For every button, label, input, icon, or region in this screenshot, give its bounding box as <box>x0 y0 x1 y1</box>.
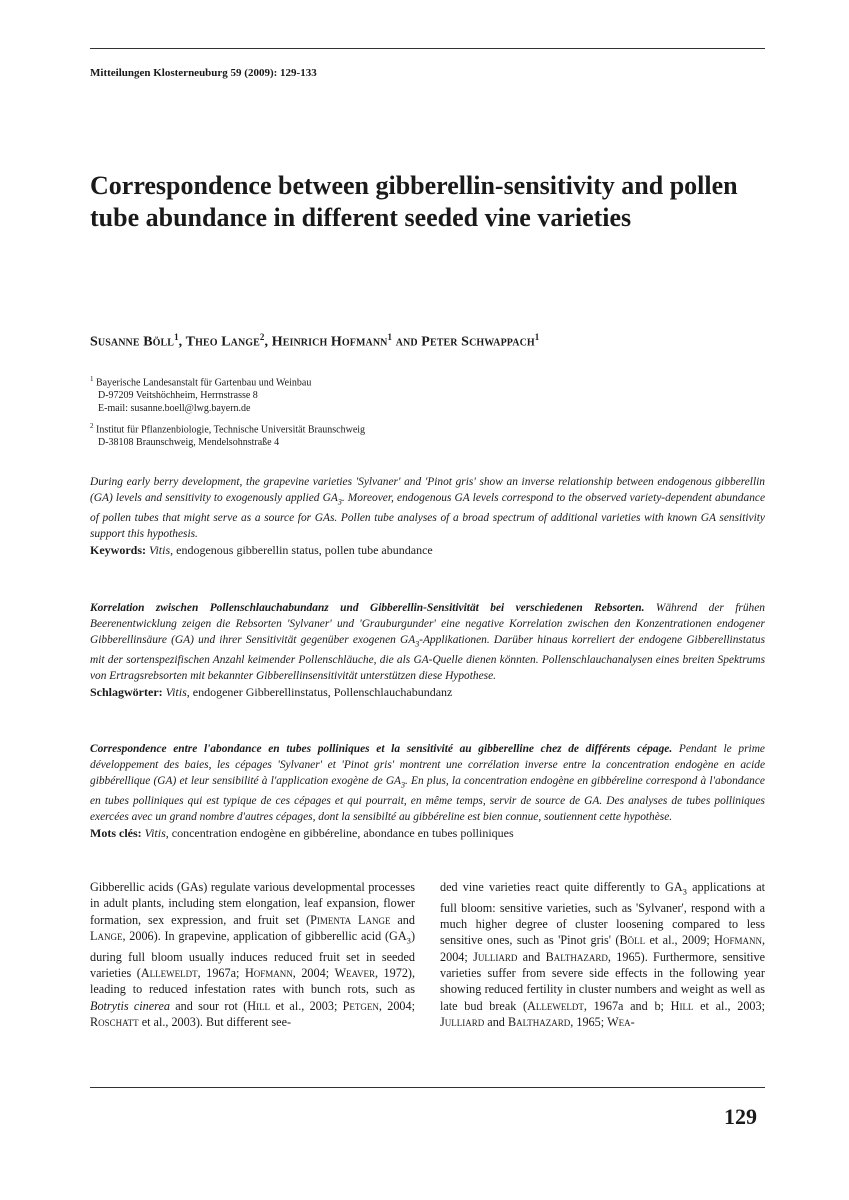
author-affil-marker: 1 <box>534 332 540 342</box>
author-name: Heinrich Hofmann <box>271 334 388 350</box>
citation-author: Balthazard <box>507 1014 571 1029</box>
citation-author: Julliard <box>440 1014 485 1029</box>
affiliation-line: $^1$ Bayerische Landesanstalt für Gartenbau und Weinbau <box>90 375 312 389</box>
citation-author: Böll <box>619 933 646 948</box>
citation-author: Alleweldt <box>140 965 198 980</box>
affiliation-2 <box>90 420 365 449</box>
affiliation-marker: 2 <box>90 422 94 430</box>
page-number: 129 <box>724 1104 757 1129</box>
citation-author: Roschatt <box>90 1014 139 1029</box>
body-column-left: Gibberellic acids (GAs) regulate various developmental processes in adult plants, including stem elongation, leaf expansion, flower formation, sex expression, and fruit set (Pimenta Lange and Lange, 2006). In grapevine, application of gibberellic acid $(GA_3)$ during full bloom usually induces reduced fruit set in seeded varieties (Alleweldt, 1967a; Hofmann, 2004; Weaver, 1972), leading to reduced infestation rates with bunch rots, such as Botrytis cinerea and sour rot (Hill et al., 2003; Petgen, 2004; Roschatt et al., 2003). But different see- <box>90 880 416 1029</box>
citation-author: Wea- <box>607 1014 635 1029</box>
bottom-rule <box>90 1087 765 1088</box>
body-column-right: ded vine varieties react quite differently to $GA_3$ applications at full bloom: sensitive varieties, such as 'Sylvaner', respond with a much higher degree of cluster loosening compared to less sensitive ones, such as 'Pinot gris' (Böll et al., 2009; Hofmann, 2004; Julliard and Balthazard, 1965). Furthermore, sensitive varieties suffer from severe side effects in the following year showing reduced fertility in cluster numbers and weight as well as late bud break (Alleweldt, 1967a and b; Hill et al., 2003; Julliard and Balthazard, 1965; Wea- <box>440 880 766 1029</box>
top-rule <box>90 48 765 49</box>
abstract-heading: Correspondence entre l'abondance en tubes polliniques et la sensitivité au gibberelline chez de différents cépage. <box>90 743 673 755</box>
citation-author: Balthazard <box>545 949 608 964</box>
citation-author: Hill <box>670 998 694 1013</box>
keywords: Mots clés: Vitis, concentration endogène en gibbéreline, abondance en tubes polliniques <box>90 826 514 841</box>
keywords: Keywords: Vitis, endogenous gibberellin status, pollen tube abundance <box>90 543 433 558</box>
paper-title: Correspondence between gibberellin-sensitivity and pollen tube abundance in different seeded vine varieties <box>90 171 738 232</box>
citation-author: Julliard <box>473 949 518 964</box>
author-list <box>90 332 539 351</box>
citation-author: Hill <box>247 998 271 1013</box>
species-name: Botrytis cinerea <box>90 998 170 1013</box>
citation-author: Weaver <box>334 965 375 980</box>
affiliation-marker: 1 <box>90 375 94 383</box>
affiliation-line: D-38108 Braunschweig, Mendelsohnstraße 4 <box>98 437 280 449</box>
abstract-text: During early berry development, the grapevine varieties 'Sylvaner' and 'Pinot gris' show an inverse relationship between endogenous gibberellin (GA) levels and sensitivity to exogenously applied $GA_3$. Moreover, endogenous GA levels correspond to the observed variety-dependent abundance of pollen tubes that might serve as a source for GAs. Pollen tube analyses of a broad spectrum of additional varieties with known GA sensitivity support this hypothesis. <box>90 476 766 541</box>
journal-citation: Mitteilungen Klosterneuburg 59 (2009): 129-133 <box>90 67 317 79</box>
author-affil-marker: 1 <box>174 332 179 342</box>
citation-author: Pimenta Lange <box>310 912 391 927</box>
abstract-english <box>90 474 765 559</box>
citation-author: Alleweldt <box>527 998 584 1013</box>
author-separator: and <box>392 334 422 350</box>
author-name: Peter Schwappach <box>421 334 535 350</box>
abstract-text: Correspondence entre l'abondance en tubes polliniques et la sensitivité au gibberelline chez de différents cépage. Pendant le prime développement des baies, les cépages 'Sylvaner' et 'Pinot gris' montrent une corrélation inverse entre la concentration endogène en acide gibbérellique (GA) et leur sensibilité à l'application exogène de $GA_3$. En plus, la concentration endogène en gibbéreline correspond à l'abondance en tubes polliniques qui est typique de ces cépages et qui pourrait, en même temps, servir de source de GA. Des analyses de tubes polliniques exercées avec un grand nombre d'autres cépages, dont la sensibilté au gibbéreline est bien connue, soutiennent cette hypothèse. <box>90 743 765 824</box>
affiliation-line: D-97209 Veitshöchheim, Herrnstrasse 8 <box>98 390 258 402</box>
affiliation-line: $^2$ Institut für Pflanzenbiologie, Technische Universität Braunschweig <box>90 422 366 436</box>
abstract-heading: Korrelation zwischen Pollenschlauchabundanz und Gibberellin-Sensitivität bei verschiedenen Rebsorten. <box>90 602 645 614</box>
citation-author: Petgen <box>342 998 379 1013</box>
citation-author: Lange <box>90 928 123 943</box>
abstract-german <box>90 600 765 701</box>
keywords: Schlagwörter: Vitis, endogener Gibberellinstatus, Pollenschlauchabundanz <box>90 685 453 700</box>
citation-author: Hofmann <box>714 933 762 948</box>
citation-author: Hofmann <box>244 965 293 980</box>
abstract-text: Korrelation zwischen Pollenschlauchabundanz und Gibberellin-Sensitivität bei verschiedenen Rebsorten. Während der frühen Beerenentwicklung zeigen die Rebsorten 'Sylvaner' und 'Grauburgunder' eine negative Korrelation zwischen den Konzentrationen endogener Gibberellinsäure (GA) und ihrer Sensitivität gegenüber exogenen $GA_3$-Applikationen. Darüber hinaus korreliert der endogene Gibberellinstatus mit der sortenspezifischen Anzahl keimender Pollenschläuche, die als GA-Quelle dienen könnten. Pollenschlauchanalysen eines breiten Spektrums von Ertragsrebsorten mit bekannter Gibberellinsensitivität unterstützen diese Hypothese. <box>90 602 766 683</box>
author-affil-marker: 2 <box>259 332 265 342</box>
affiliation-email[interactable]: E-mail: susanne.boell@lwg.bayern.de <box>98 403 251 415</box>
author-name: Theo Lange <box>185 334 260 350</box>
abstract-french <box>90 741 765 842</box>
author-name: Susanne Böll <box>90 334 175 350</box>
affiliation-1 <box>90 373 311 415</box>
author-separator: , <box>178 334 186 350</box>
author-affil-marker: 1 <box>387 332 393 342</box>
author-separator: , <box>264 334 272 350</box>
